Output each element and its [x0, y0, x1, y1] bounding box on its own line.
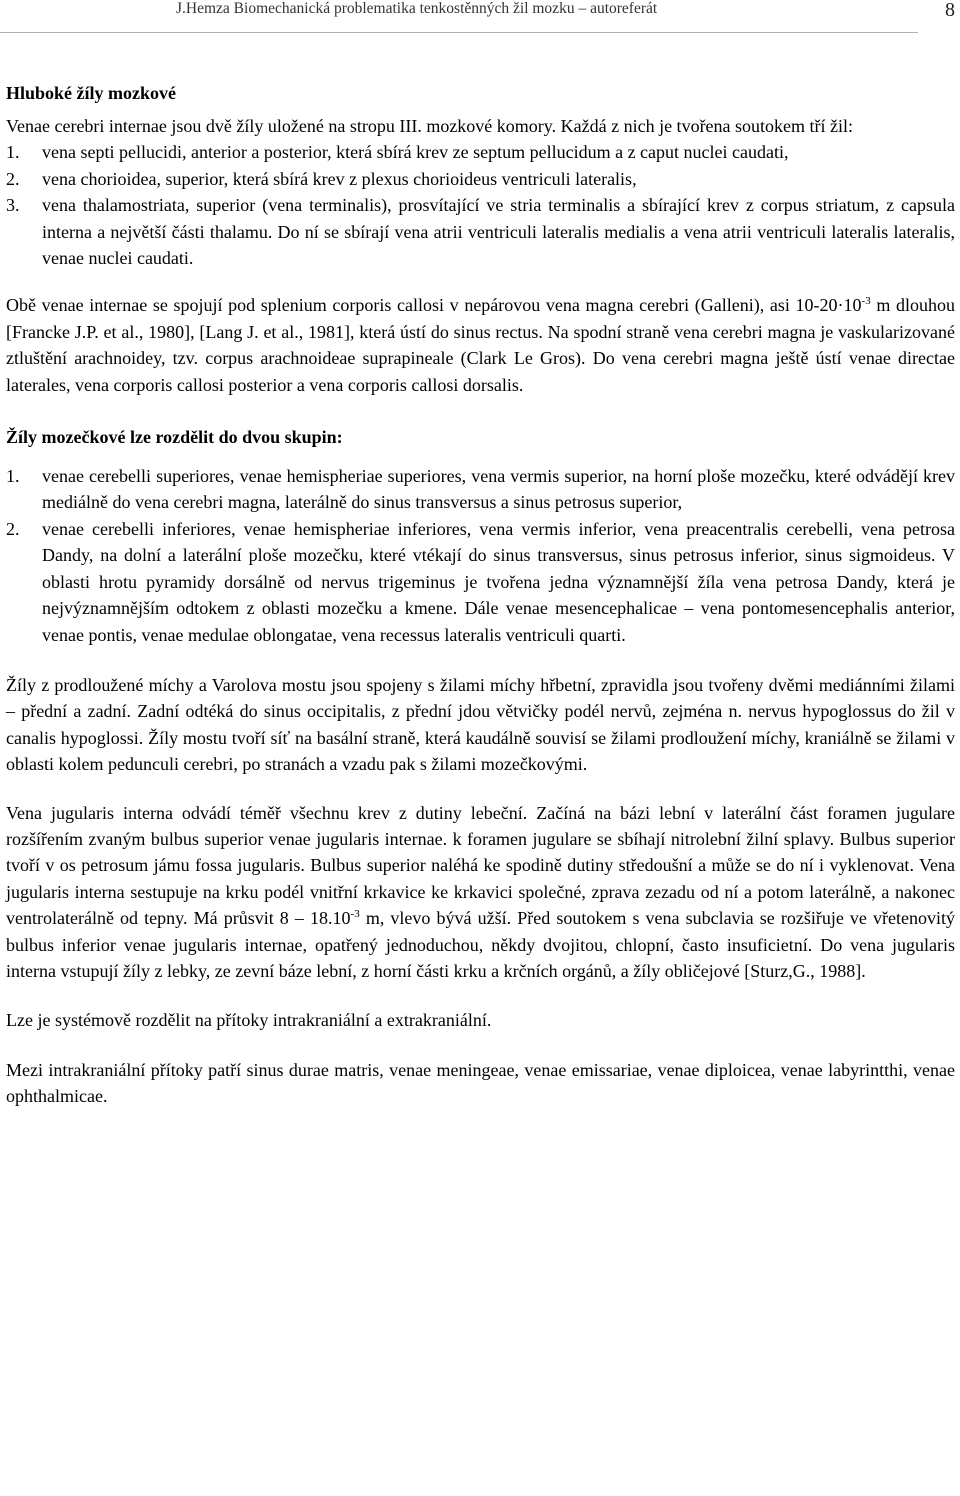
list-item-text: vena septi pellucidi, anterior a posterior, která sbírá krev ze septum pellucidum a z caput nuclei caudati, — [42, 142, 789, 163]
superscript: -3 — [861, 295, 871, 308]
running-title: J.Hemza Biomechanická problematika tenkostěnných žil mozku – autoreferát — [176, 0, 658, 17]
paragraph-jugular-vein: Vena jugularis interna odvádí téměř všechnu krev z dutiny lebeční. Začíná na bázi lební v laterální část foramen jugulare rozšířením zvaným bulbus superior venae jugularis internae. k foramen jugulare se sbíhají nitrolební žilní splavy. Bulbus superior tvoří v os petrosum jámu fossa jugularis. Bulbus superior naléhá ke spodině dutiny středoušní a může se do ní i vyklenovat. Vena jugularis interna sestupuje na krku podél vnitřní krkavice ke krkavici společné, zprava zezadu od ní a potom laterálně, a nakonec ventrolaterálně od tepny. Má průsvit $8 - 18.10^{-3}$ m, vlevo bývá užší. Před soutokem s vena subclavia se rozšiřuje ve vřetenovitý bulbus inferior venae jugularis internae, opatřený jednoduchou, někdy dvojitou, chlopní, často insuficietní. Do vena jugularis interna vstupují žíly z lebky, ze zevní báze lební, z horní části krku a krčních orgánů, a žíly obličejové [Sturz,G., 1988]. — [6, 802, 955, 981]
paragraph-division: Lze je systémově rozdělit na přítoky intrakraniální a extrakraniální. — [6, 1010, 492, 1031]
paragraph-vena-magna: Obě venae internae se spojují pod splenium corporis callosi v nepárovou vena magna cerebri (Galleni), asi $10-20\cdot 10^{-3}$ m dlouhou [Francke J.P. et al., 1980], [Lang J. et al., 1981], která ústí do sinus rectus. Na spodní straně vena cerebri magna je vaskularizované ztluštění arachnoidey, tzv. corpus arachnoideae suprapineale (Clark Le Gros). Do vena cerebri magna ještě ústí venae directae laterales, vena corporis callosi posterior a vena corporis callosi dorsalis. — [6, 295, 955, 395]
cerebellar-veins-list — [6, 463, 955, 648]
paragraph-intracranial: Mezi intrakraniální přítoky patří sinus durae matris, venae meningeae, venae emissariae, venae diploicea, venae labyrintthi, venae ophthalmicae. — [6, 1059, 955, 1107]
paragraph-intro: Venae cerebri internae jsou dvě žíly uložené na stropu III. mozkové komory. Každá z nich je tvořena soutokem tří žil: — [6, 116, 854, 136]
list-item — [6, 139, 955, 165]
page-content — [6, 80, 955, 1110]
paragraph-spinal-veins: Žíly z prodloužené míchy a Varolova mostu jsou spojeny s žilami míchy hřbetní, zpravidla jsou tvořeny dvěmi mediánními žilami – přední a zadní. Zadní odtéká do sinus occipitalis, z přední jdou větvičky podél nervů, zejména n. nervus hypoglossus do žil v canalis hypoglossi. Žíly mostu tvoří síť na basální straně, která kaudálně souvisí se žilami prodloužení míchy, kraniálně se žilami v oblasti kolem pedunculi cerebri, po stranách a vzadu pak s žilami mozečkovými. — [6, 674, 955, 775]
list-item — [6, 463, 955, 516]
list-number: 3. — [6, 195, 20, 216]
list-item — [6, 166, 955, 192]
list-item-text: venae cerebelli inferiores, venae hemispheriae inferiores, vena vermis inferior, vena preacentralis cerebelli, vena petrosa Dandy, na dolní a laterální ploše mozečku, které vtékají do sinus transversus, sinus petrosus inferior, sinus sigmoideus. V oblasti hrotu pyramidy dorsálně od nervus trigeminus je tvořena jedna významnější žíla vena petrosa Dandy, která je nejvýznamnějším odtokem z oblasti mozečku a kmene. Dále venae mesencephalicae – vena pontomesencephalis anterior, venae pontis, venae medulae oblongatae, vena recessus lateralis ventriculi quarti. — [42, 518, 955, 645]
list-number: 2. — [6, 168, 20, 189]
section-heading-cerebellar-veins: Žíly mozečkové lze rozdělit do dvou skupin: — [6, 427, 343, 448]
page-number: 8 — [945, 0, 955, 21]
list-number: 1. — [6, 142, 20, 163]
page-header — [0, 0, 918, 33]
list-number: 2. — [6, 518, 20, 539]
section-heading-deep-veins: Hluboké žíly mozkové — [6, 83, 176, 103]
list-item-text: venae cerebelli superiores, venae hemispheriae superiores, vena vermis superior, na horní ploše mozečku, které odvádějí krev mediálně do vena cerebri magna, laterálně do sinus transversus a sinus petrosus superior, — [42, 466, 955, 513]
list-number: 1. — [6, 466, 20, 487]
list-item-text: vena chorioidea, superior, která sbírá krev z plexus chorioideus ventriculi lateralis, — [42, 168, 637, 189]
superscript: -3 — [350, 908, 360, 921]
tributaries-list — [6, 139, 955, 271]
list-item — [6, 516, 955, 648]
list-item — [6, 192, 955, 271]
list-item-text: vena thalamostriata, superior (vena terminalis), prosvítající ve stria terminalis a sbírající krev z corpus striatum, z capsula interna a největší části thalamu. Do ní se sbírají vena atrii ventriculi lateralis medialis a vena atrii ventriculi lateralis lateralis, venae nuclei caudati. — [42, 195, 955, 269]
